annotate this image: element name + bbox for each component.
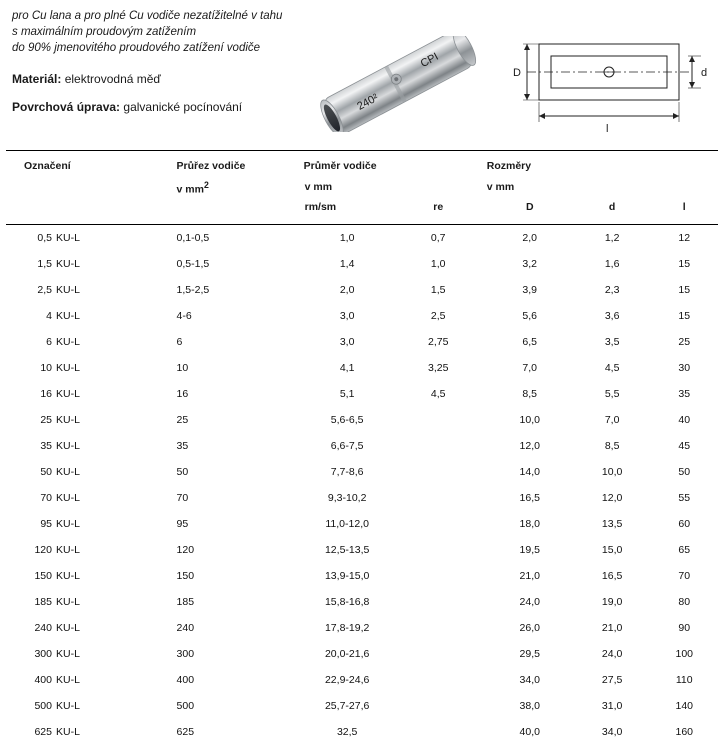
cell-re xyxy=(391,511,486,537)
cell-prurez: 300 xyxy=(176,647,195,660)
header-prurez-unit-text: v mm xyxy=(176,183,204,196)
table-row xyxy=(6,615,718,641)
cell-d: 31,0 xyxy=(601,699,623,712)
head-rule-c4 xyxy=(391,216,486,225)
header-prurez-sub2 xyxy=(149,199,304,216)
table-row xyxy=(6,459,718,485)
cell-rmsm: 20,0-21,6 xyxy=(324,647,370,660)
cell-oznaceni: 25 KU-L xyxy=(40,413,80,426)
cell-prurez: 240 xyxy=(176,621,195,634)
cell-D: 6,5 xyxy=(522,335,538,348)
cell-oznaceni: 300 KU-L xyxy=(34,647,80,660)
header-rozmery-unit-spacer-1 xyxy=(574,177,651,199)
cell-D: 14,0 xyxy=(519,465,540,478)
cell-oznaceni: 150 KU-L xyxy=(34,569,80,582)
cell-d: 3,5 xyxy=(604,335,620,348)
head-rule-c6 xyxy=(574,216,651,225)
header-oznaceni: Označení xyxy=(6,151,149,178)
cell-d: 27,5 xyxy=(601,673,623,686)
material-row xyxy=(12,70,312,88)
surface-value: galvanické pocínování xyxy=(123,100,243,114)
header-prurez-unit-sup: 2 xyxy=(203,180,209,190)
cell-oznaceni: 1,5 KU-L xyxy=(37,257,80,270)
header-oznaceni-sub xyxy=(6,177,149,199)
header-col-l: l xyxy=(682,200,686,213)
cell-d: 8,5 xyxy=(604,439,620,452)
intro-text-block xyxy=(12,8,312,126)
cell-l: 80 xyxy=(678,595,691,608)
cell-re xyxy=(391,641,486,667)
cell-re xyxy=(391,719,486,745)
cell-d: 10,0 xyxy=(601,465,623,478)
cell-d: 21,0 xyxy=(601,621,623,634)
cell-D: 10,0 xyxy=(519,413,540,426)
cell-re xyxy=(391,667,486,693)
cell-d: 16,5 xyxy=(601,569,623,582)
cell-prurez: 0,1-0,5 xyxy=(176,231,210,244)
cell-oznaceni: 185 KU-L xyxy=(34,595,80,608)
cell-oznaceni: 10 KU-L xyxy=(40,361,80,374)
cell-oznaceni: 625 KU-L xyxy=(34,725,80,738)
cell-oznaceni: 0,5 KU-L xyxy=(37,231,80,244)
cell-prurez: 70 xyxy=(176,491,189,504)
intro-line-2: s maximálním proudovým zatížením xyxy=(12,26,197,38)
cell-l: 90 xyxy=(678,621,691,634)
cell-re xyxy=(391,407,486,433)
cell-rmsm: 11,0-12,0 xyxy=(325,517,369,530)
cell-d: 19,0 xyxy=(601,595,623,608)
cell-l: 15 xyxy=(678,283,691,296)
cell-D: 29,5 xyxy=(519,647,540,660)
cell-rmsm: 3,0 xyxy=(339,335,355,348)
cell-re xyxy=(391,563,486,589)
header-oznaceni-sub2 xyxy=(6,199,149,216)
cell-oznaceni: 120 KU-L xyxy=(34,543,80,556)
table-head-row-2 xyxy=(6,177,718,199)
cell-prurez: 16 xyxy=(176,387,189,400)
cell-d: 7,0 xyxy=(604,413,620,426)
table-row xyxy=(6,381,718,407)
cell-l: 12 xyxy=(678,231,691,244)
cell-rmsm: 9,3-10,2 xyxy=(327,491,367,504)
cell-prurez: 95 xyxy=(176,517,189,530)
cell-l: 25 xyxy=(678,335,691,348)
drawing-label-d: d xyxy=(701,67,708,79)
table-row xyxy=(6,277,718,303)
header-col-re: re xyxy=(433,200,444,213)
cell-l: 30 xyxy=(678,361,691,374)
cell-D: 8,5 xyxy=(522,387,538,400)
surface-row xyxy=(12,98,312,116)
cell-re xyxy=(391,537,486,563)
cell-re: 2,75 xyxy=(428,335,449,348)
cell-prurez: 4-6 xyxy=(176,309,192,322)
cell-prurez: 400 xyxy=(176,673,195,686)
cell-rmsm: 15,8-16,8 xyxy=(324,595,370,608)
cell-oznaceni: 4 KU-L xyxy=(46,309,80,322)
cell-prurez: 500 xyxy=(176,699,195,712)
cell-re: 3,25 xyxy=(428,361,449,374)
cell-D: 21,0 xyxy=(519,569,540,582)
cell-d: 15,0 xyxy=(601,543,623,556)
photo-text-right: CPI xyxy=(418,50,441,70)
cell-rmsm: 13,9-15,0 xyxy=(324,569,370,582)
cell-re xyxy=(391,433,486,459)
cell-prurez: 50 xyxy=(176,465,189,478)
cell-d: 34,0 xyxy=(601,725,623,738)
header-rozmery-unit-spacer-2 xyxy=(651,177,718,199)
cell-rmsm: 22,9-24,6 xyxy=(324,673,370,686)
cell-oznaceni: 500 KU-L xyxy=(34,699,80,712)
cell-d: 1,6 xyxy=(604,257,620,270)
cell-oznaceni: 50 KU-L xyxy=(40,465,80,478)
table-row xyxy=(6,719,718,745)
cell-D: 7,0 xyxy=(522,361,538,374)
head-rule-c7 xyxy=(651,216,718,225)
header-rozmery-spacer-2 xyxy=(651,151,718,178)
table-row xyxy=(6,667,718,693)
cell-rmsm: 12,5-13,5 xyxy=(324,543,370,556)
cell-d: 4,5 xyxy=(604,361,620,374)
cell-oznaceni: 240 KU-L xyxy=(34,621,80,634)
cell-D: 19,5 xyxy=(519,543,540,556)
cell-prurez: 625 xyxy=(176,725,195,738)
table-row xyxy=(6,251,718,277)
cell-l: 40 xyxy=(678,413,691,426)
cell-rmsm: 25,7-27,6 xyxy=(324,699,370,712)
header-rozmery-unit: v mm xyxy=(486,181,515,194)
cell-prurez: 35 xyxy=(176,439,189,452)
cell-d: 13,5 xyxy=(601,517,623,530)
table-row xyxy=(6,589,718,615)
cell-l: 100 xyxy=(675,647,694,660)
cell-l: 70 xyxy=(678,569,691,582)
cell-D: 16,5 xyxy=(519,491,540,504)
cell-oznaceni: 16 KU-L xyxy=(40,387,80,400)
cell-prurez: 185 xyxy=(176,595,195,608)
cell-l: 60 xyxy=(678,517,691,530)
drawing-label-D: D xyxy=(513,67,521,79)
cell-l: 110 xyxy=(675,673,693,686)
connector-photo xyxy=(300,36,500,132)
surface-label: Povrchová úprava: xyxy=(12,100,121,114)
cell-d: 3,6 xyxy=(604,309,620,322)
header-col-D: D xyxy=(525,200,534,213)
cell-re xyxy=(391,485,486,511)
table-row xyxy=(6,693,718,719)
cell-l: 50 xyxy=(678,465,691,478)
cell-rmsm: 3,0 xyxy=(339,309,355,322)
header-col-rmsm: rm/sm xyxy=(304,200,337,213)
cell-oznaceni: 95 KU-L xyxy=(40,517,80,530)
cell-prurez: 0,5-1,5 xyxy=(176,257,210,270)
material-label: Materiál: xyxy=(12,72,62,86)
cell-rmsm: 6,6-7,5 xyxy=(330,439,364,452)
head-rule-c1 xyxy=(6,216,149,225)
cell-d: 2,3 xyxy=(604,283,620,296)
cell-D: 2,0 xyxy=(522,231,538,244)
cell-rmsm: 1,0 xyxy=(339,231,355,244)
header-prumer: Průměr vodiče xyxy=(304,151,391,178)
cell-l: 140 xyxy=(675,699,694,712)
cell-rmsm: 7,7-8,6 xyxy=(330,465,364,478)
table-head-rule xyxy=(6,216,718,225)
cell-l: 55 xyxy=(678,491,691,504)
cell-rmsm: 1,4 xyxy=(339,257,355,270)
cell-oznaceni: 70 KU-L xyxy=(40,491,80,504)
cell-prurez: 120 xyxy=(176,543,195,556)
cell-D: 26,0 xyxy=(519,621,540,634)
cell-re: 0,7 xyxy=(430,231,446,244)
cell-D: 5,6 xyxy=(522,309,538,322)
cell-prurez: 150 xyxy=(176,569,195,582)
cell-prurez: 25 xyxy=(176,413,189,426)
material-value: elektrovodná měď xyxy=(64,72,161,86)
cell-rmsm: 5,1 xyxy=(339,387,355,400)
table-row xyxy=(6,485,718,511)
cell-D: 18,0 xyxy=(519,517,540,530)
cell-oznaceni: 400 KU-L xyxy=(34,673,80,686)
header-col-d: d xyxy=(608,200,616,213)
cell-l: 35 xyxy=(678,387,691,400)
cell-D: 34,0 xyxy=(519,673,540,686)
header-prumer-unit: v mm xyxy=(304,181,333,194)
cell-oznaceni: 2,5 KU-L xyxy=(37,283,80,296)
cell-rmsm: 32,5 xyxy=(336,725,358,738)
table-row xyxy=(6,641,718,667)
technical-drawing xyxy=(505,18,710,136)
photo-text-left: 240² xyxy=(355,91,381,113)
intro-line-1: pro Cu lana a pro plné Cu vodiče nezatížitelné v tahu xyxy=(12,10,283,22)
cell-prurez: 6 xyxy=(176,335,183,348)
cell-l: 15 xyxy=(678,309,691,322)
cell-rmsm: 5,6-6,5 xyxy=(330,413,364,426)
cell-oznaceni: 6 KU-L xyxy=(46,335,80,348)
cell-rmsm: 2,0 xyxy=(339,283,355,296)
intro-line-3: do 90% jmenovitého proudového zatížení vodiče xyxy=(12,42,261,54)
cell-D: 12,0 xyxy=(519,439,540,452)
cell-re xyxy=(391,589,486,615)
table-head-row-1 xyxy=(6,151,718,178)
cell-rmsm: 17,8-19,2 xyxy=(324,621,370,634)
header-prumer-spacer xyxy=(391,151,486,178)
head-rule-c3 xyxy=(304,216,391,225)
cell-d: 1,2 xyxy=(604,231,620,244)
cell-D: 3,2 xyxy=(522,257,538,270)
drawing-label-l: l xyxy=(606,123,609,135)
specification-table-wrapper xyxy=(0,150,720,745)
cell-re: 4,5 xyxy=(430,387,446,400)
header-rozmery: Rozměry xyxy=(486,151,574,178)
table-row xyxy=(6,303,718,329)
cell-l: 160 xyxy=(675,725,694,738)
cell-re: 2,5 xyxy=(430,309,446,322)
table-row xyxy=(6,329,718,355)
cell-d: 24,0 xyxy=(601,647,623,660)
header-area xyxy=(0,0,720,148)
table-row xyxy=(6,537,718,563)
table-row xyxy=(6,563,718,589)
table-row xyxy=(6,511,718,537)
table-row xyxy=(6,355,718,381)
cell-prurez: 10 xyxy=(176,361,189,374)
cell-D: 3,9 xyxy=(522,283,538,296)
cell-l: 45 xyxy=(678,439,691,452)
cell-oznaceni: 35 KU-L xyxy=(40,439,80,452)
cell-l: 65 xyxy=(678,543,691,556)
header-prurez: Průřez vodiče xyxy=(149,151,304,178)
cell-d: 5,5 xyxy=(604,387,620,400)
cell-d: 12,0 xyxy=(601,491,623,504)
cell-D: 38,0 xyxy=(519,699,540,712)
head-rule-c5 xyxy=(486,216,574,225)
specification-table xyxy=(6,150,718,745)
table-row xyxy=(6,407,718,433)
head-rule-c2 xyxy=(149,216,304,225)
cell-l: 15 xyxy=(678,257,691,270)
table-head-row-3 xyxy=(6,199,718,216)
cell-re: 1,5 xyxy=(430,283,446,296)
cell-D: 40,0 xyxy=(519,725,540,738)
spec-block xyxy=(12,70,312,116)
header-prurez-unit xyxy=(149,177,304,199)
header-prumer-unit-spacer xyxy=(391,177,486,199)
cell-re xyxy=(391,693,486,719)
cell-prurez: 1,5-2,5 xyxy=(176,283,210,296)
cell-rmsm: 4,1 xyxy=(339,361,355,374)
cell-re xyxy=(391,615,486,641)
table-head xyxy=(6,151,718,225)
table-row xyxy=(6,433,718,459)
table-row xyxy=(6,224,718,251)
table-body xyxy=(6,224,718,745)
cell-re xyxy=(391,459,486,485)
cell-D: 24,0 xyxy=(519,595,540,608)
header-rozmery-spacer-1 xyxy=(574,151,651,178)
cell-re: 1,0 xyxy=(430,257,446,270)
